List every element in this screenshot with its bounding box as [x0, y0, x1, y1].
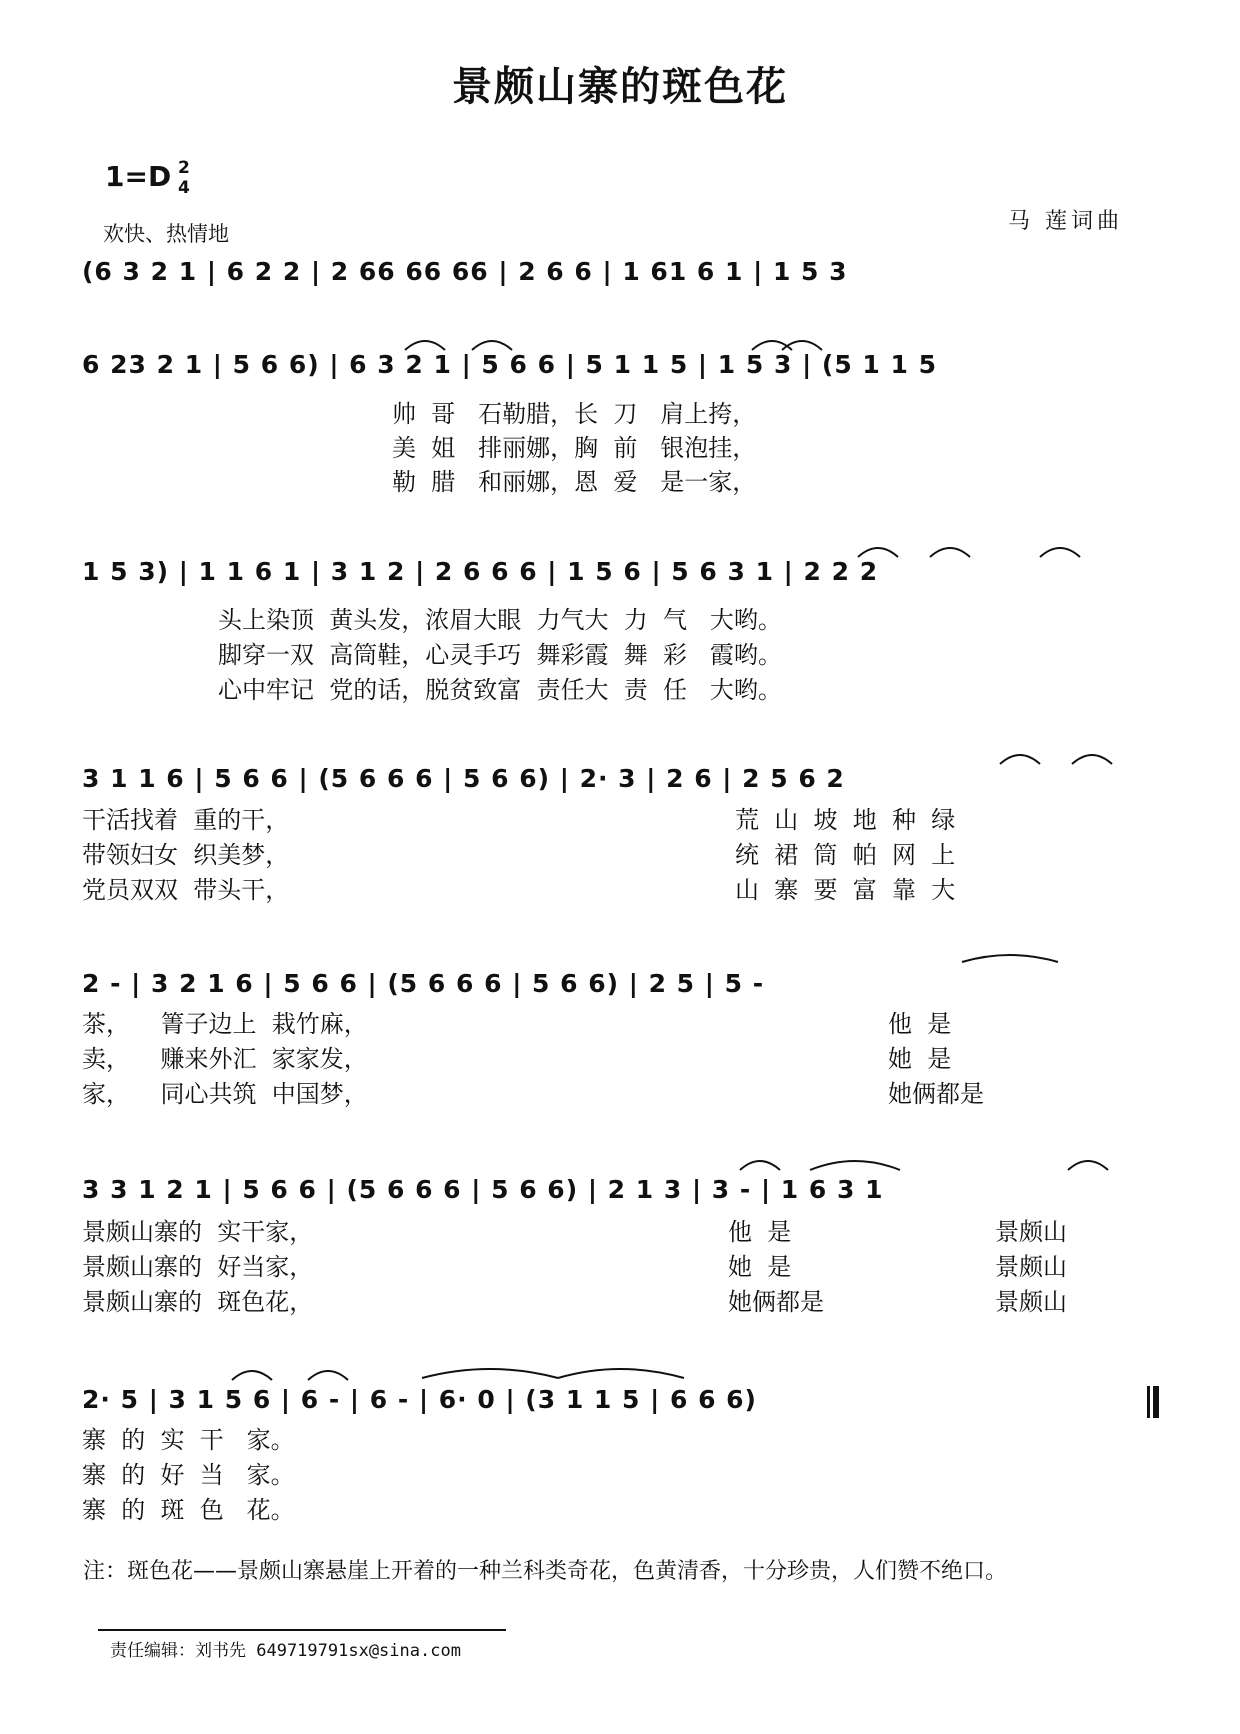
lyric-line: 寨 的 实 干 家。 — [82, 1426, 295, 1454]
lyric-line: 干活找着 重的干， — [82, 806, 290, 834]
notation-line-2: 6 23 2 1 | 5 6 6) | 6 3 2 1 | 5 6 6 | 5 1 1 5 | 1 5 3 | (5 1 1 5 — [82, 350, 938, 379]
lyric-line: 勒 腊 和丽娜，恩 爱 是一家， — [392, 468, 757, 496]
tie-mark — [558, 1369, 684, 1378]
lyric-line: 景颇山寨的 实干家， — [82, 1218, 314, 1246]
key-signature: 1=D — [105, 160, 172, 193]
final-barline — [1153, 1386, 1159, 1418]
lyric-line: 头上染顶 黄头发，浓眉大眼 力气大 力 气 大哟。 — [218, 606, 782, 634]
slur-mark — [1000, 755, 1040, 764]
lyric-line: 党员双双 带头干， — [82, 876, 290, 904]
tie-mark — [422, 1369, 558, 1378]
footnote: 注：斑色花——景颇山寨悬崖上开着的一种兰科类奇花，色黄清香，十分珍贵，人们赞不绝口。 — [83, 1559, 1008, 1584]
lyric-line: 带领妇女 织美梦， — [82, 841, 290, 869]
tempo-marking: 欢快、热情地 — [103, 222, 229, 246]
composer-credit: 马 莲词曲 — [1008, 209, 1123, 234]
lyric-line-right: 他 是 — [888, 1010, 952, 1038]
slur-mark — [752, 341, 792, 350]
lyric-line: 寨 的 好 当 家。 — [82, 1461, 295, 1489]
lyric-line-right: 统 裙 筒 帕 网 上 — [735, 841, 956, 869]
lyric-line: 美 姐 排丽娜，胸 前 银泡挂， — [392, 434, 757, 462]
lyric-line: 心中牢记 党的话，脱贫致富 责任大 责 任 大哟。 — [218, 676, 782, 704]
slur-mark — [930, 548, 970, 557]
lyric-line-right: 她俩都是 — [888, 1080, 984, 1108]
lyric-line-right: 景颇山 — [995, 1288, 1067, 1316]
slur-mark — [1040, 548, 1080, 557]
notation-line-4: 3 1 1 6 | 5 6 6 | (5 6 6 6 | 5 6 6) | 2· 3 | 2 6 | 2 5 6 2 — [82, 764, 845, 793]
time-signature — [178, 158, 190, 198]
editor-credit: 责任编辑：刘书先 649719791sx@sina.com — [110, 1641, 461, 1661]
lyric-line-right: 她 是 — [888, 1045, 952, 1073]
lyric-line-right: 荒 山 坡 地 种 绿 — [735, 806, 956, 834]
final-barline — [1147, 1386, 1150, 1418]
notation-line-3: 1 5 3) | 1 1 6 1 | 3 1 2 | 2 6 6 6 | 1 5 6 | 5 6 3 1 | 2 2 2 — [82, 557, 879, 586]
lyric-line-mid: 她俩都是 — [728, 1288, 824, 1316]
lyric-line-right: 山 寨 要 富 靠 大 — [735, 876, 956, 904]
slur-mark — [740, 1161, 780, 1170]
tie-mark — [962, 955, 1058, 962]
lyric-line: 寨 的 斑 色 花。 — [82, 1496, 295, 1524]
lyric-line: 景颇山寨的 好当家， — [82, 1253, 314, 1281]
notation-line-6: 3 3 1 2 1 | 5 6 6 | (5 6 6 6 | 5 6 6) | 2 1 3 | 3 - | 1 6 3 1 — [82, 1175, 884, 1204]
slur-mark — [405, 341, 445, 350]
lyric-line-right: 景颇山 — [995, 1253, 1067, 1281]
slur-mark — [472, 341, 512, 350]
page-title: 景颇山寨的斑色花 — [452, 64, 788, 110]
slur-mark — [308, 1371, 348, 1380]
slur-mark — [858, 548, 898, 557]
meter-bottom: 4 — [178, 178, 190, 198]
lyric-line: 脚穿一双 高筒鞋，心灵手巧 舞彩霞 舞 彩 霞哟。 — [218, 641, 782, 669]
meter-top: 2 — [178, 158, 190, 178]
notation-line-1: (6 3 2 1 | 6 2 2 | 2 66 66 66 | 2 6 6 | 1 61 6 1 | 1 5 3 — [82, 257, 848, 286]
notation-line-5: 2 - | 3 2 1 6 | 5 6 6 | (5 6 6 6 | 5 6 6) | 2 5 | 5 - — [82, 969, 765, 998]
notation-line-7: 2· 5 | 3 1 5 6 | 6 - | 6 - | 6· 0 | (3 1 1 5 | 6 6 6) — [82, 1385, 757, 1414]
lyric-line-mid: 她 是 — [728, 1253, 792, 1281]
lyric-line: 家， 同心共筑 中国梦， — [82, 1080, 368, 1108]
tie-mark — [810, 1161, 900, 1170]
lyric-line-mid: 他 是 — [728, 1218, 792, 1246]
lyric-line: 茶， 箐子边上 栽竹麻， — [82, 1010, 368, 1038]
divider — [98, 1629, 506, 1631]
slur-mark — [782, 341, 822, 350]
lyric-line: 卖， 赚来外汇 家家发， — [82, 1045, 368, 1073]
lyric-line: 帅 哥 石勒腊，长 刀 肩上挎， — [392, 400, 757, 428]
slur-mark — [1068, 1161, 1108, 1170]
slur-mark — [1072, 755, 1112, 764]
lyric-line: 景颇山寨的 斑色花， — [82, 1288, 314, 1316]
lyric-line-right: 景颇山 — [995, 1218, 1067, 1246]
slur-mark — [232, 1371, 272, 1380]
